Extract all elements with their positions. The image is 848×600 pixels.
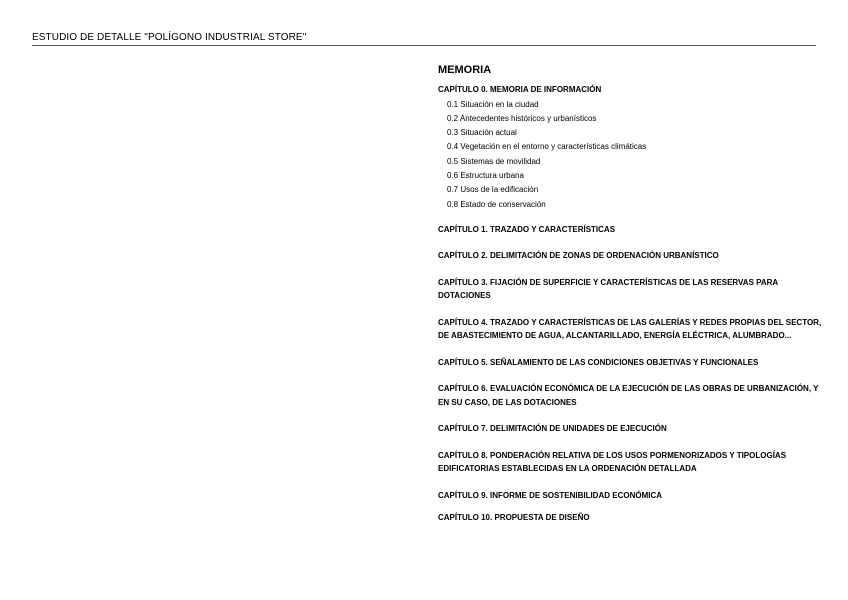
chapter-6-title: CAPÍTULO 6. EVALUACIÓN ECONÓMICA DE LA EJECUCIÓN DE LAS OBRAS DE URBANIZACIÓN, Y EN SU CASO, DE LAS DOTACIONES	[438, 384, 819, 407]
chapter-10-title: CAPÍTULO 10. PROPUESTA DE DISEÑO	[438, 513, 590, 523]
subitem-0-6: 0.6 Estructura urbana	[447, 170, 524, 180]
table-of-contents	[438, 64, 823, 525]
document-title: ESTUDIO DE DETALLE "POLÍGONO INDUSTRIAL STORE"	[32, 32, 307, 43]
chapter-4-title: CAPÍTULO 4. TRAZADO Y CARACTERÍSTICAS DE LAS GALERÍAS Y REDES PROPIAS DEL SECTOR, DE ABASTECIMIENTO DE AGUA, ALCANTARILLADO, ENERGÍA ELÉCTRICA, ALUMBRADO...	[438, 317, 822, 341]
subitem-0-3: 0.3 Situación actual	[447, 128, 517, 138]
chapter-0-subitems	[447, 98, 823, 212]
chapter-1-title: CAPÍTULO 1. TRAZADO Y CARACTERÍSTICAS	[438, 224, 616, 234]
subitem-0-4: 0.4 Vegetación en el entorno y características climáticas	[447, 142, 647, 152]
subitem-0-2: 0.2 Antecedentes históricos y urbanísticos	[447, 113, 597, 123]
chapter-9-title: CAPÍTULO 9. INFORME DE SOSTENIBILIDAD ECONÓMICA	[438, 490, 663, 500]
subitem-0-8: 0.8 Estado de conservación	[447, 199, 546, 209]
subitem-0-7: 0.7 Usos de la edificación	[447, 185, 539, 195]
chapter-8-title: CAPÍTULO 8. PONDERACIÓN RELATIVA DE LOS USOS PORMENORIZADOS Y TIPOLOGÍAS EDIFICATORIAS ESTABLECIDAS EN LA ORDENACIÓN DETALLADA	[438, 450, 787, 474]
chapter-3-title: CAPÍTULO 3. FIJACIÓN DE SUPERFICIE Y CARACTERÍSTICAS DE LAS RESERVAS PARA DOTACIONES	[438, 277, 778, 301]
section-title: MEMORIA	[438, 64, 492, 76]
chapter-0-title: CAPÍTULO 0. MEMORIA DE INFORMACIÓN	[438, 85, 602, 94]
chapter-2-title: CAPÍTULO 2. DELIMITACIÓN DE ZONAS DE ORDENACIÓN URBANÍSTICO	[438, 251, 719, 261]
chapter-7-title: CAPÍTULO 7. DELIMITACIÓN DE UNIDADES DE EJECUCIÓN	[438, 424, 667, 434]
subitem-0-1: 0.1 Situación en la ciudad	[447, 99, 539, 109]
subitem-0-5: 0.5 Sistemas de movilidad	[447, 156, 541, 166]
document-header	[32, 32, 816, 46]
chapter-5-title: CAPÍTULO 5. SEÑALAMIENTO DE LAS CONDICIONES OBJETIVAS Y FUNCIONALES	[438, 357, 759, 367]
